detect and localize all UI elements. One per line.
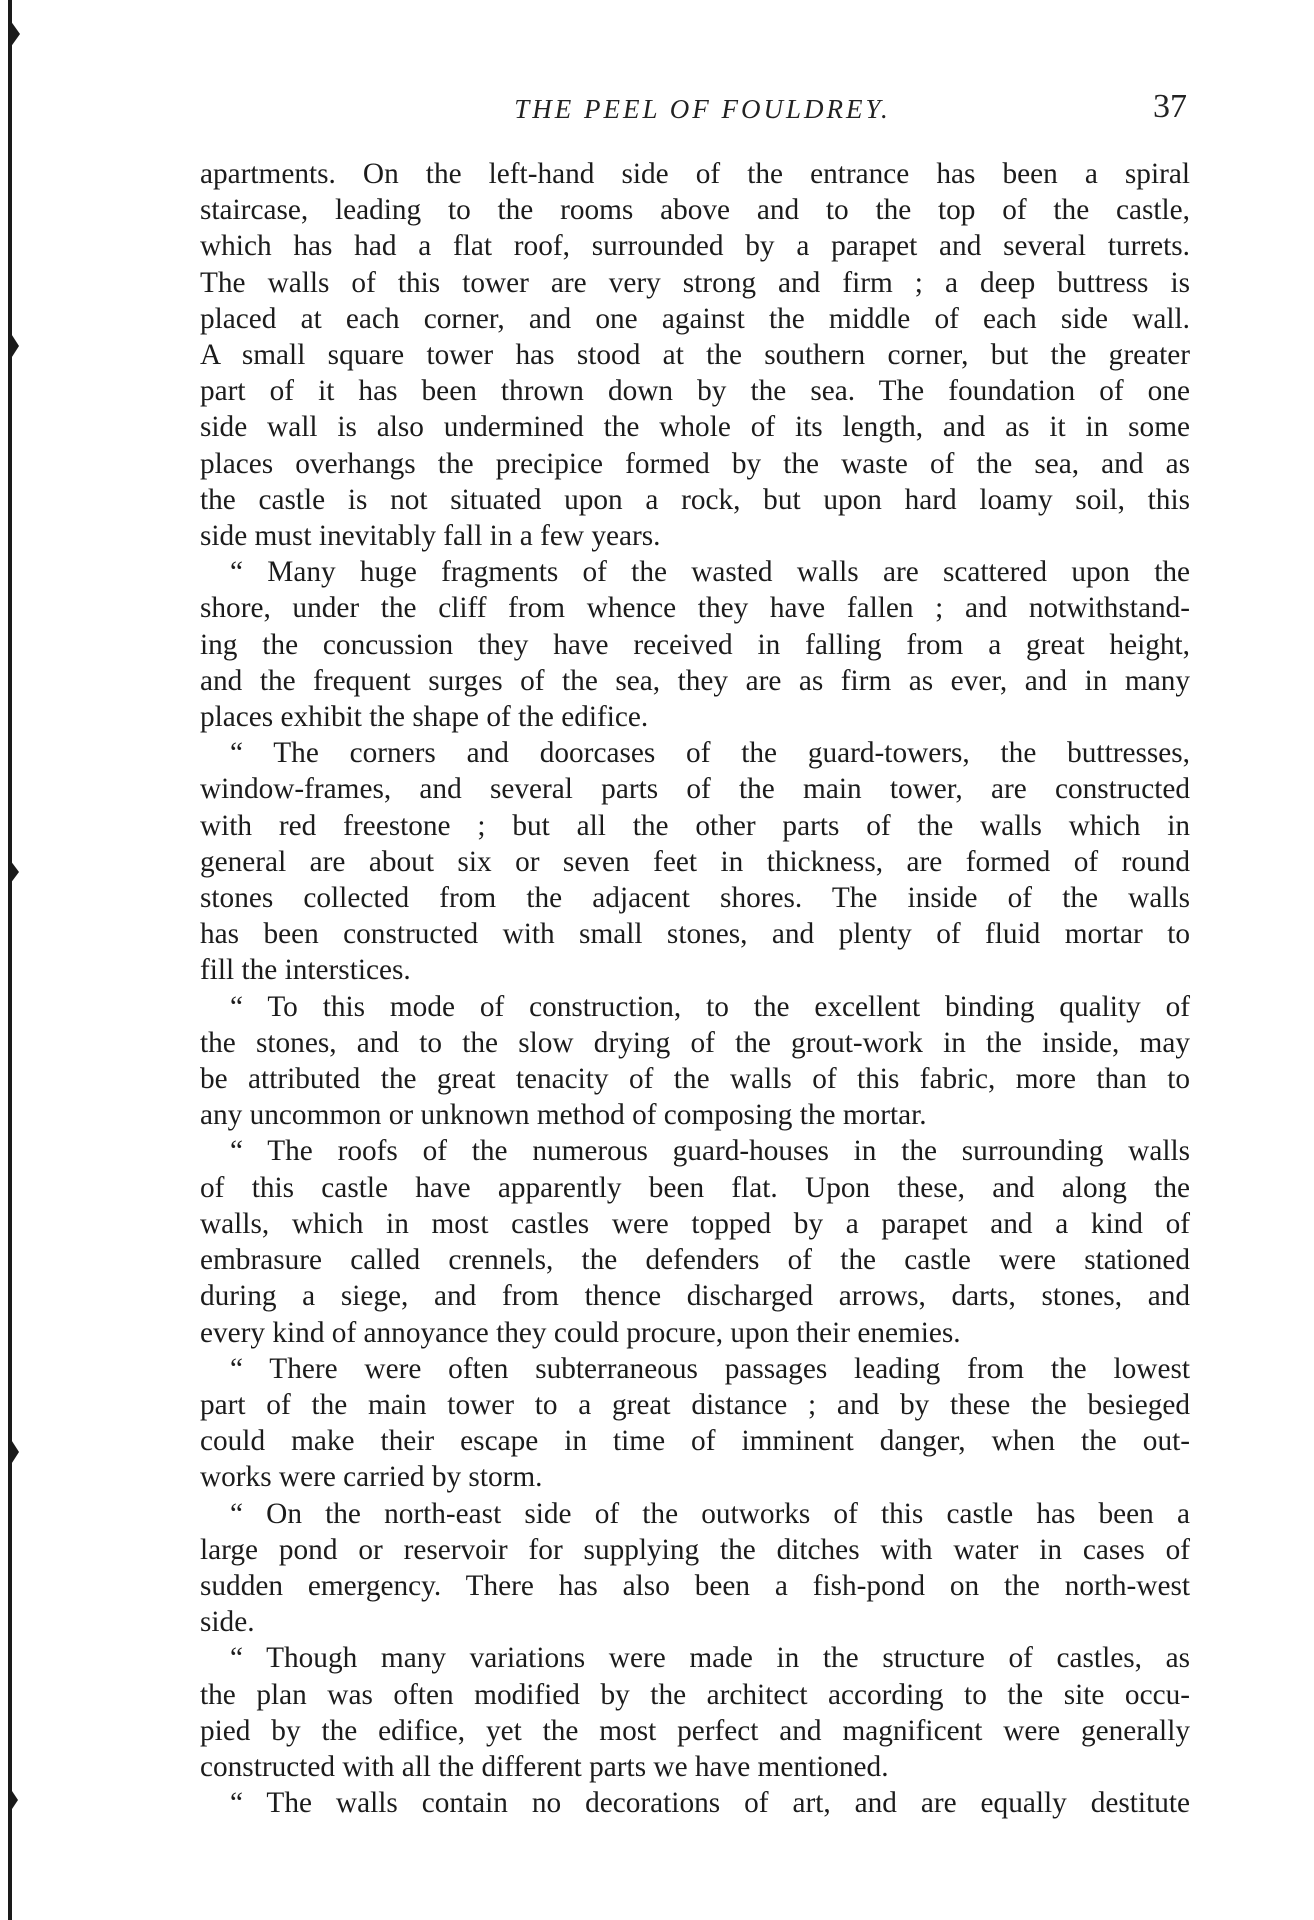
text-line: side.	[200, 1606, 255, 1639]
text-line: be attributed the great tenacity of the walls of this fabric, more than to	[200, 1063, 1190, 1096]
text-line: pied by the edifice, yet the most perfect and magnificent were generally	[200, 1714, 1190, 1747]
text-line: with red freestone ; but all the other parts of the walls which in	[200, 809, 1190, 842]
text-line: apartments. On the left-hand side of the entrance has been a spiral	[200, 158, 1190, 190]
text-line: has been constructed with small stones, and plenty of fluid mortar to	[200, 918, 1190, 951]
text-line: “ On the north-east side of the outworks of this castle has been a	[230, 1497, 1190, 1530]
body-text	[200, 156, 1190, 1821]
text-line: of this castle have apparently been flat. Upon these, and along the	[200, 1171, 1190, 1204]
page-number: 37	[1153, 88, 1187, 125]
text-line: fill the interstices.	[200, 954, 411, 987]
text-line: the stones, and to the slow drying of the grout-work in the inside, may	[200, 1026, 1190, 1059]
text-line: and the frequent surges of the sea, they are as firm as ever, and in many	[200, 664, 1190, 697]
text-line: shore, under the cliff from whence they have fallen ; and notwithstand-	[200, 592, 1190, 625]
text-line: ing the concussion they have received in falling from a great height,	[200, 628, 1190, 661]
binding-edge-shadow	[6, 0, 20, 1920]
text-line: side wall is also undermined the whole of its length, and as it in some	[200, 411, 1190, 444]
text-line: places overhangs the precipice formed by the waste of the sea, and as	[200, 447, 1190, 480]
text-line: window-frames, and several parts of the main tower, are constructed	[200, 773, 1190, 806]
text-line: the castle is not situated upon a rock, but upon hard loamy soil, this	[200, 483, 1190, 516]
running-header	[200, 88, 1205, 138]
text-line: “ There were often subterraneous passages leading from the lowest	[230, 1352, 1190, 1385]
text-line: general are about six or seven feet in thickness, are formed of round	[200, 845, 1190, 878]
text-line: “ The roofs of the numerous guard-houses in the surrounding walls	[230, 1135, 1190, 1168]
text-line: part of it has been thrown down by the sea. The foundation of one	[200, 375, 1190, 408]
text-line: A small square tower has stood at the southern corner, but the greater	[200, 339, 1190, 372]
text-line: embrasure called crennels, the defenders of the castle were stationed	[200, 1244, 1190, 1277]
text-line: “ The walls contain no decorations of art, and are equally destitute	[230, 1787, 1190, 1820]
text-line: any uncommon or unknown method of composing the mortar.	[200, 1099, 927, 1132]
text-line: placed at each corner, and one against the middle of each side wall.	[200, 302, 1190, 335]
text-line: staircase, leading to the rooms above and to the top of the castle,	[200, 194, 1190, 227]
text-line: The walls of this tower are very strong and firm ; a deep buttress is	[200, 266, 1190, 299]
text-line: constructed with all the different parts we have mentioned.	[200, 1750, 889, 1783]
text-line: “ The corners and doorcases of the guard-towers, the buttresses,	[230, 737, 1190, 770]
text-line: the plan was often modified by the architect according to the site occu-	[200, 1678, 1190, 1711]
text-line: large pond or reservoir for supplying the ditches with water in cases of	[200, 1533, 1190, 1566]
text-line: which has had a flat roof, surrounded by a parapet and several turrets.	[200, 230, 1190, 263]
text-line: “ To this mode of construction, to the excellent binding quality of	[230, 990, 1190, 1023]
text-line: stones collected from the adjacent shores. The inside of the walls	[200, 882, 1190, 915]
running-title: THE PEEL OF FOULDREY.	[514, 94, 891, 124]
text-line: sudden emergency. There has also been a fish-pond on the north-west	[200, 1569, 1190, 1602]
text-line: works were carried by storm.	[200, 1461, 543, 1494]
text-line: walls, which in most castles were topped by a parapet and a kind of	[200, 1207, 1190, 1240]
text-line: side must inevitably fall in a few years.	[200, 520, 661, 553]
text-line: could make their escape in time of imminent danger, when the out-	[200, 1425, 1190, 1458]
text-line: during a siege, and from thence discharged arrows, darts, stones, and	[200, 1280, 1190, 1313]
text-line: part of the main tower to a great distance ; and by these the besieged	[200, 1388, 1190, 1421]
text-line: every kind of annoyance they could procure, upon their enemies.	[200, 1316, 961, 1349]
text-line: places exhibit the shape of the edifice.	[200, 701, 649, 734]
text-line: “ Many huge fragments of the wasted walls are scattered upon the	[230, 556, 1190, 589]
text-line: “ Though many variations were made in the structure of castles, as	[230, 1642, 1190, 1675]
